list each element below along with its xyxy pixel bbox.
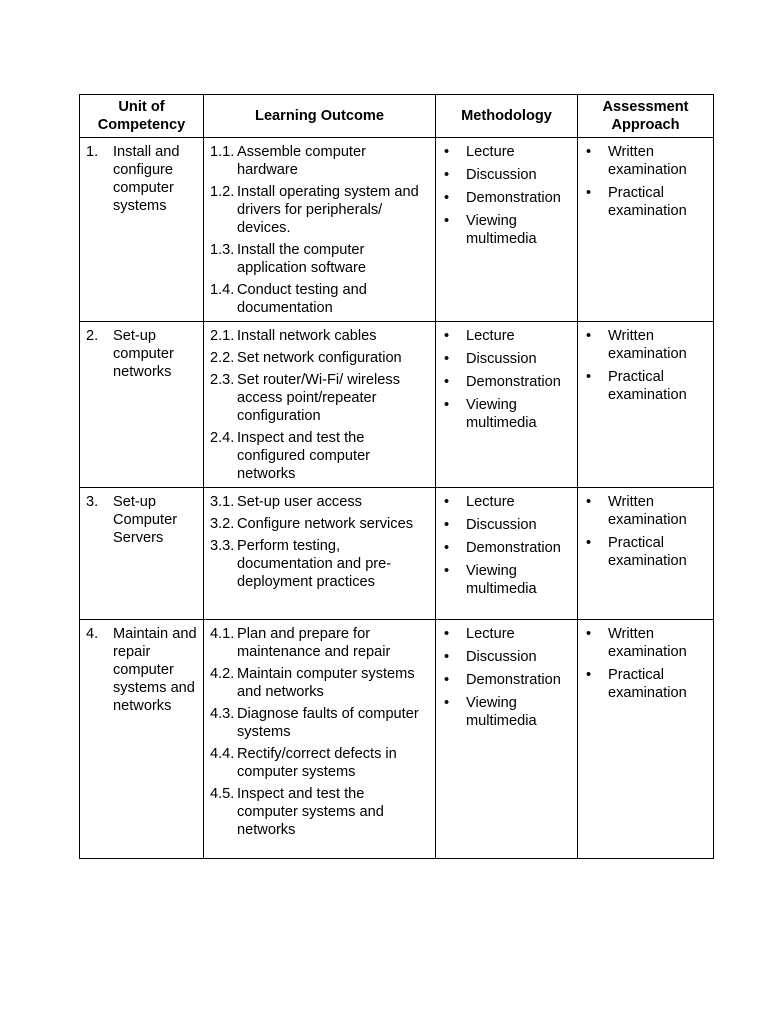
outcome-cell	[204, 138, 436, 322]
bullet-icon: •	[586, 185, 592, 201]
method-item	[442, 350, 571, 368]
assessment-item	[584, 143, 707, 179]
method-item	[442, 396, 571, 432]
unit-number: 3.	[86, 494, 99, 510]
outcome-number: 1.2.	[210, 184, 235, 200]
header-learning-outcome: Learning Outcome	[204, 95, 436, 138]
assessment-cell	[578, 488, 714, 620]
outcome-item	[210, 665, 429, 701]
bullet-icon: •	[444, 626, 450, 642]
assessment-text: Practical examination	[608, 369, 687, 403]
outcome-text: Diagnose faults of computer systems	[237, 706, 419, 740]
outcome-number: 1.1.	[210, 144, 235, 160]
outcome-item	[210, 241, 429, 277]
methodology-cell	[436, 488, 578, 620]
unit-title: Set-up computer networks	[113, 328, 174, 380]
method-text: Discussion	[466, 351, 537, 367]
outcome-text: Rectify/correct defects in computer systems	[237, 746, 397, 780]
unit-entry	[86, 327, 197, 381]
outcome-cell	[204, 620, 436, 859]
outcome-number: 3.1.	[210, 494, 235, 510]
outcome-text: Set-up user access	[237, 494, 362, 510]
assessment-cell	[578, 138, 714, 322]
bullet-icon: •	[586, 328, 592, 344]
outcome-text: Install network cables	[237, 328, 377, 344]
unit-entry	[86, 493, 197, 547]
method-item	[442, 373, 571, 391]
assessment-cell	[578, 322, 714, 488]
unit-cell	[80, 620, 204, 859]
table-row	[80, 138, 714, 322]
outcome-number: 4.2.	[210, 666, 235, 682]
method-text: Demonstration	[466, 374, 561, 390]
bullet-icon: •	[586, 667, 592, 683]
outcome-text: Install operating system and drivers for peripherals/ devices.	[237, 184, 419, 236]
assessment-text: Written examination	[608, 328, 687, 362]
method-text: Viewing multimedia	[466, 563, 537, 597]
outcome-number: 3.2.	[210, 516, 235, 532]
outcome-text: Install the computer application software	[237, 242, 366, 276]
method-text: Discussion	[466, 517, 537, 533]
outcome-number: 4.1.	[210, 626, 235, 642]
table-row	[80, 488, 714, 620]
outcome-text: Assemble computer hardware	[237, 144, 366, 178]
unit-cell	[80, 138, 204, 322]
outcome-item	[210, 705, 429, 741]
outcome-text: Configure network services	[237, 516, 414, 532]
assessment-text: Practical examination	[608, 185, 687, 219]
outcome-item	[210, 183, 429, 237]
outcome-item	[210, 537, 429, 591]
unit-number: 4.	[86, 626, 99, 642]
bullet-icon: •	[586, 626, 592, 642]
outcome-text: Set router/Wi-Fi/ wireless access point/repeater configuration	[237, 372, 400, 424]
outcome-text: Conduct testing and documentation	[237, 282, 367, 316]
outcome-item	[210, 625, 429, 661]
outcome-item	[210, 429, 429, 483]
bullet-icon: •	[444, 190, 450, 206]
method-text: Discussion	[466, 167, 537, 183]
outcome-number: 3.3.	[210, 538, 235, 554]
method-text: Lecture	[466, 144, 515, 160]
method-item	[442, 166, 571, 184]
method-text: Demonstration	[466, 190, 561, 206]
assessment-text: Written examination	[608, 494, 687, 528]
bullet-icon: •	[586, 535, 592, 551]
unit-number: 1.	[86, 144, 99, 160]
unit-cell	[80, 488, 204, 620]
outcome-item	[210, 785, 429, 839]
bullet-icon: •	[444, 328, 450, 344]
header-assessment-approach: Assessment Approach	[578, 95, 714, 138]
method-item	[442, 625, 571, 643]
method-text: Lecture	[466, 328, 515, 344]
method-text: Discussion	[466, 649, 537, 665]
assessment-item	[584, 534, 707, 570]
outcome-text: Inspect and test the computer systems and networks	[237, 786, 384, 838]
unit-entry	[86, 625, 197, 715]
assessment-item	[584, 184, 707, 220]
outcome-cell	[204, 322, 436, 488]
outcome-item	[210, 327, 429, 345]
bullet-icon: •	[444, 672, 450, 688]
unit-title: Install and configure computer systems	[113, 144, 180, 214]
method-item	[442, 516, 571, 534]
assessment-item	[584, 625, 707, 661]
bullet-icon: •	[586, 494, 592, 510]
method-item	[442, 189, 571, 207]
outcome-text: Inspect and test the configured computer networks	[237, 430, 371, 482]
bullet-icon: •	[444, 213, 450, 229]
assessment-item	[584, 327, 707, 363]
assessment-text: Written examination	[608, 626, 687, 660]
outcome-item	[210, 371, 429, 425]
header-row	[80, 95, 714, 138]
methodology-cell	[436, 620, 578, 859]
header-unit-of-competency: Unit of Competency	[80, 95, 204, 138]
method-text: Viewing multimedia	[466, 213, 537, 247]
outcome-number: 4.3.	[210, 706, 235, 722]
bullet-icon: •	[444, 374, 450, 390]
bullet-icon: •	[444, 351, 450, 367]
header-methodology: Methodology	[436, 95, 578, 138]
assessment-cell	[578, 620, 714, 859]
bullet-icon: •	[444, 563, 450, 579]
unit-title: Maintain and repair computer systems and networks	[113, 626, 197, 714]
bullet-icon: •	[586, 144, 592, 160]
outcome-item	[210, 515, 429, 533]
bullet-icon: •	[444, 649, 450, 665]
table-row	[80, 322, 714, 488]
assessment-item	[584, 493, 707, 529]
bullet-icon: •	[444, 167, 450, 183]
bullet-icon: •	[444, 695, 450, 711]
assessment-item	[584, 368, 707, 404]
outcome-number: 4.4.	[210, 746, 235, 762]
competency-table	[79, 94, 714, 859]
outcome-cell	[204, 488, 436, 620]
method-text: Lecture	[466, 626, 515, 642]
method-item	[442, 539, 571, 557]
method-item	[442, 671, 571, 689]
method-text: Viewing multimedia	[466, 695, 537, 729]
unit-number: 2.	[86, 328, 99, 344]
outcome-item	[210, 143, 429, 179]
bullet-icon: •	[586, 369, 592, 385]
outcome-text: Perform testing, documentation and pre-deployment practices	[237, 538, 392, 590]
outcome-number: 4.5.	[210, 786, 235, 802]
outcome-number: 2.1.	[210, 328, 235, 344]
bullet-icon: •	[444, 397, 450, 413]
methodology-cell	[436, 138, 578, 322]
outcome-item	[210, 281, 429, 317]
assessment-text: Written examination	[608, 144, 687, 178]
method-item	[442, 493, 571, 511]
unit-cell	[80, 322, 204, 488]
outcome-item	[210, 745, 429, 781]
bullet-icon: •	[444, 517, 450, 533]
bullet-icon: •	[444, 494, 450, 510]
outcome-text: Set network configuration	[237, 350, 402, 366]
outcome-number: 2.2.	[210, 350, 235, 366]
method-item	[442, 648, 571, 666]
method-text: Demonstration	[466, 540, 561, 556]
assessment-item	[584, 666, 707, 702]
bullet-icon: •	[444, 144, 450, 160]
unit-title: Set-up Computer Servers	[113, 494, 178, 546]
method-item	[442, 143, 571, 161]
outcome-item	[210, 493, 429, 511]
bullet-icon: •	[444, 540, 450, 556]
outcome-number: 1.4.	[210, 282, 235, 298]
table-row	[80, 620, 714, 859]
outcome-number: 2.4.	[210, 430, 235, 446]
assessment-text: Practical examination	[608, 535, 687, 569]
method-item	[442, 694, 571, 730]
methodology-cell	[436, 322, 578, 488]
outcome-text: Maintain computer systems and networks	[237, 666, 415, 700]
assessment-text: Practical examination	[608, 667, 687, 701]
method-text: Demonstration	[466, 672, 561, 688]
method-text: Lecture	[466, 494, 515, 510]
outcome-number: 1.3.	[210, 242, 235, 258]
outcome-item	[210, 349, 429, 367]
method-item	[442, 212, 571, 248]
method-item	[442, 327, 571, 345]
outcome-number: 2.3.	[210, 372, 235, 388]
outcome-text: Plan and prepare for maintenance and repair	[237, 626, 391, 660]
method-item	[442, 562, 571, 598]
method-text: Viewing multimedia	[466, 397, 537, 431]
unit-entry	[86, 143, 197, 215]
